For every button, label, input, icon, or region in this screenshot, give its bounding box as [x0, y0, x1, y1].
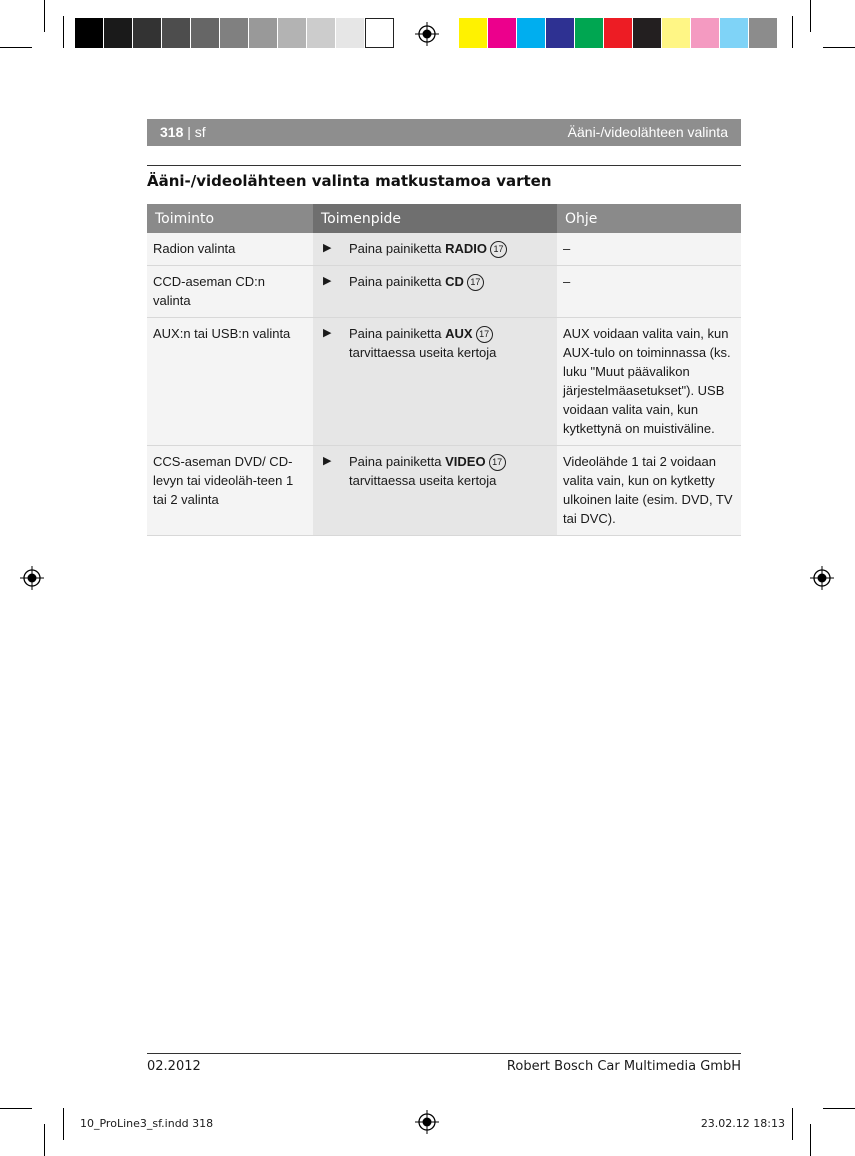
- language-code: | sf: [183, 124, 206, 140]
- table-row: [147, 233, 741, 266]
- button-name: VIDEO: [445, 454, 486, 469]
- function-cell: Radion valinta: [147, 233, 313, 266]
- action-cell: [313, 318, 557, 446]
- table-row: [147, 318, 741, 446]
- note-cell: AUX voidaan valita vain, kun AUX-tulo on toiminnassa (ks. luku "Muut päävalikon järjestelmäasetukset"). USB voidaan valita vain, kun kytkettynä on muistiväline.: [557, 318, 741, 446]
- color-swatch: [459, 18, 488, 48]
- color-swatch: [191, 18, 220, 48]
- column-header-action: Toimenpide: [313, 204, 557, 233]
- color-swatch: [133, 18, 162, 48]
- action-cell: [313, 266, 557, 318]
- crop-mark: [792, 16, 793, 48]
- color-swatch: [307, 18, 336, 48]
- color-swatch: [662, 18, 691, 48]
- action-prefix: Paina painiketta: [349, 454, 446, 469]
- color-swatch: [104, 18, 133, 48]
- registration-mark-icon: [415, 1110, 439, 1134]
- section-title: Ääni-/videolähteen valinta: [567, 124, 728, 140]
- action-step: [323, 272, 549, 291]
- action-prefix: Paina painiketta: [349, 241, 446, 256]
- running-header: [147, 119, 741, 146]
- registration-mark-icon: [415, 22, 439, 46]
- button-name: RADIO: [445, 241, 488, 256]
- crop-mark: [44, 0, 45, 32]
- action-text: [349, 272, 484, 291]
- color-swatch: [220, 18, 249, 48]
- step-arrow-icon: ▶: [323, 327, 332, 339]
- action-prefix: Paina painiketta: [349, 274, 446, 289]
- note-cell: –: [557, 266, 741, 318]
- color-swatch: [691, 18, 720, 48]
- action-prefix: Paina painiketta: [349, 326, 446, 341]
- page-info: [160, 124, 206, 140]
- reference-number-icon: 17: [467, 274, 484, 291]
- action-suffix: tarvittaessa useita kertoja: [349, 345, 497, 360]
- color-swatch: [278, 18, 307, 48]
- source-selection-table: [147, 204, 741, 536]
- color-swatch: [249, 18, 278, 48]
- reference-number-icon: 17: [490, 241, 507, 258]
- action-text: [349, 239, 507, 258]
- color-swatch: [604, 18, 633, 48]
- color-swatch: [633, 18, 662, 48]
- action-cell: [313, 233, 557, 266]
- action-step: [323, 239, 549, 258]
- action-suffix: tarvittaessa useita kertoja: [349, 473, 497, 488]
- color-swatch: [517, 18, 546, 48]
- footer-rule: [147, 1053, 741, 1054]
- action-step: [323, 324, 549, 362]
- step-arrow-icon: ▶: [323, 275, 332, 287]
- table-row: [147, 446, 741, 536]
- crop-mark: [810, 0, 811, 32]
- crop-mark: [810, 1124, 811, 1156]
- button-name: AUX: [445, 326, 473, 341]
- page-number: 318: [160, 124, 184, 140]
- registration-mark-icon: [810, 566, 834, 590]
- footer-date: 02.2012: [147, 1059, 201, 1074]
- crop-mark: [823, 1108, 855, 1109]
- title-rule: [147, 165, 741, 166]
- table-row: [147, 266, 741, 318]
- color-swatch: [720, 18, 749, 48]
- color-swatch: [365, 18, 394, 48]
- step-arrow-icon: ▶: [323, 455, 332, 467]
- color-swatch: [336, 18, 365, 48]
- crop-mark: [792, 1108, 793, 1140]
- crop-mark: [0, 1108, 32, 1109]
- gray-color-bar: [75, 18, 394, 48]
- slug-timestamp: 23.02.12 18:13: [700, 1117, 785, 1130]
- crop-mark: [823, 47, 855, 48]
- note-cell: –: [557, 233, 741, 266]
- slug-filename: 10_ProLine3_sf.indd 318: [80, 1117, 214, 1130]
- crop-mark: [63, 16, 64, 48]
- footer-company: Robert Bosch Car Multimedia GmbH: [506, 1059, 741, 1074]
- button-name: CD: [445, 274, 464, 289]
- step-arrow-icon: ▶: [323, 242, 332, 254]
- color-swatch: [162, 18, 191, 48]
- note-cell: Videolähde 1 tai 2 voidaan valita vain, kun on kytketty ulkoinen laite (esim. DVD, TV tai DVC).: [557, 446, 741, 536]
- column-header-note: Ohje: [557, 204, 741, 233]
- function-cell: CCS-aseman DVD/ CD-levyn tai videoläh-teen 1 tai 2 valinta: [147, 446, 313, 536]
- function-cell: AUX:n tai USB:n valinta: [147, 318, 313, 446]
- color-swatch: [75, 18, 104, 48]
- reference-number-icon: 17: [476, 326, 493, 343]
- color-swatch: [488, 18, 517, 48]
- action-step: [323, 452, 549, 490]
- crop-mark: [44, 1124, 45, 1156]
- action-text: [349, 452, 506, 490]
- color-swatch: [546, 18, 575, 48]
- registration-mark-icon: [20, 566, 44, 590]
- process-color-bar: [459, 18, 778, 48]
- page-title: Ääni-/videolähteen valinta matkustamoa varten: [147, 172, 552, 190]
- table-header-row: [147, 204, 741, 233]
- action-text: [349, 324, 496, 362]
- crop-mark: [0, 47, 32, 48]
- color-swatch: [749, 18, 778, 48]
- color-swatch: [575, 18, 604, 48]
- action-cell: [313, 446, 557, 536]
- crop-mark: [63, 1108, 64, 1140]
- reference-number-icon: 17: [489, 454, 506, 471]
- column-header-function: Toiminto: [147, 204, 313, 233]
- function-cell: CCD-aseman CD:n valinta: [147, 266, 313, 318]
